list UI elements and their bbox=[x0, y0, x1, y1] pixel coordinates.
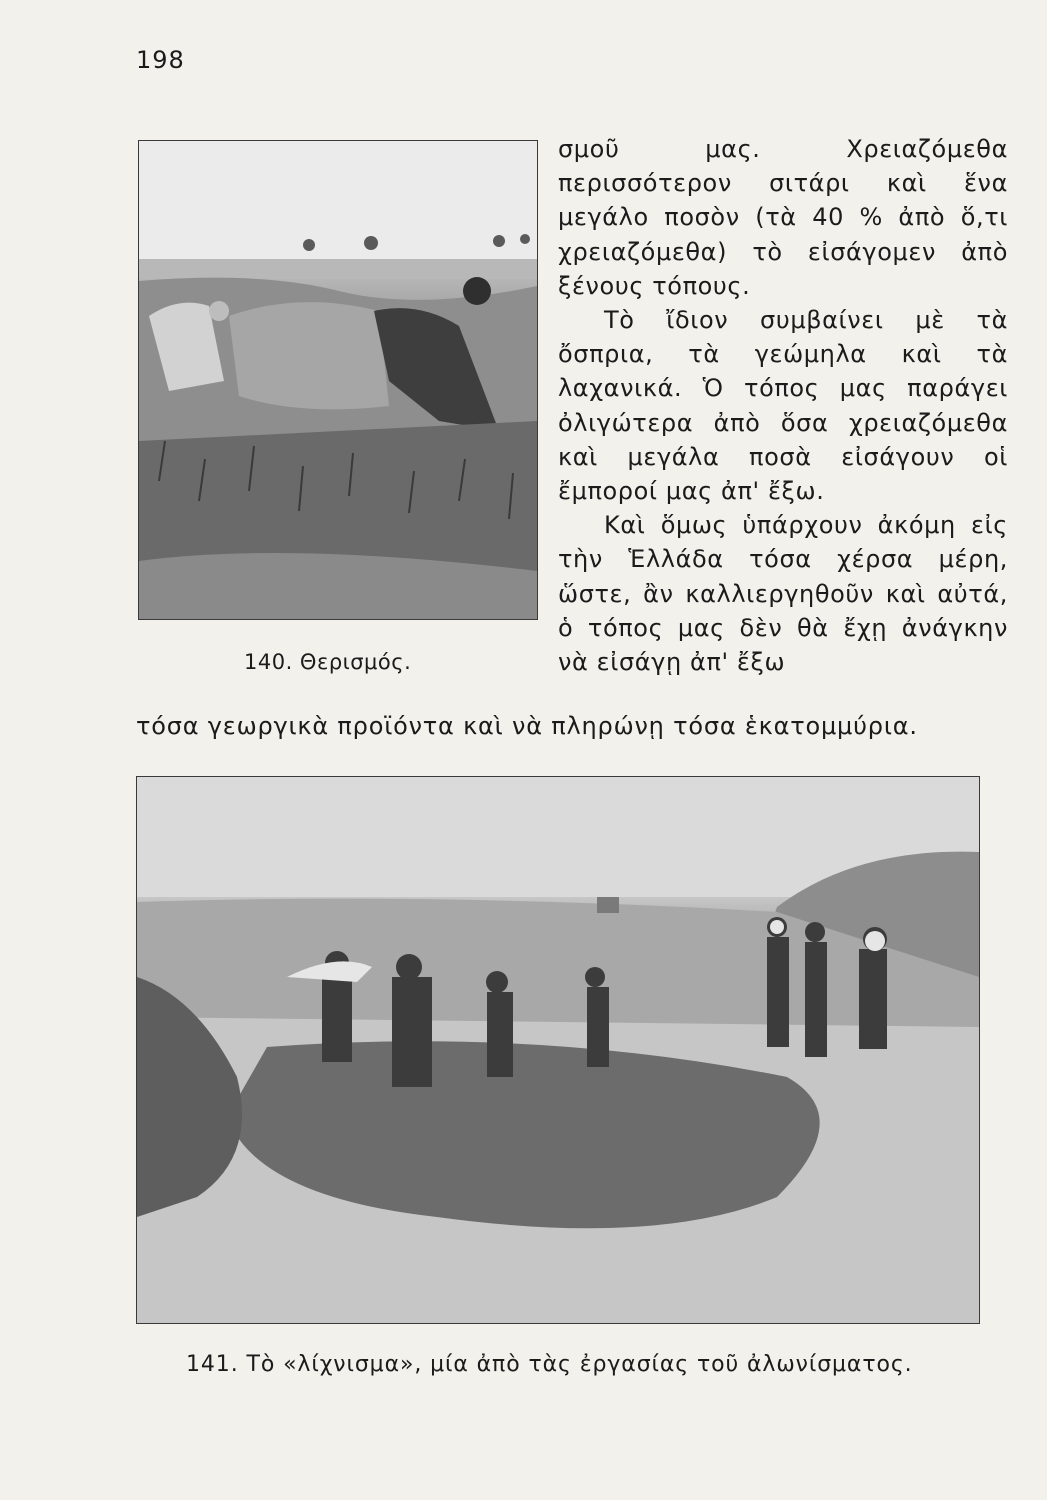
paragraph-3: Καὶ ὅμως ὑπάρχουν ἀκόμη εἰς τὴν Ἑλλάδα τόσα χέρσα μέρη, ὥστε, ἂν καλλιεργηθοῦν καὶ αὐτά, ὁ τόπος μας δὲν θὰ ἔχῃ ἀνάγκην νὰ εἰσάγῃ ἀπ' ἔξω bbox=[558, 511, 1008, 677]
figure-141-caption: 141. Τὸ «λίχνισμα», μία ἀπὸ τὰς ἐργασίας τοῦ ἀλωνίσματος. bbox=[186, 1352, 913, 1377]
harvest-photo bbox=[138, 140, 538, 620]
page-number: 198 bbox=[136, 46, 185, 74]
figure-140-caption: 140. Θερισμός. bbox=[244, 650, 412, 674]
winnowing-photo bbox=[136, 776, 980, 1324]
paragraph-1: σμοῦ μας. Χρειαζόμεθα περισσότερον σιτάρι καὶ ἕνα μεγάλο ποσὸν (τὰ 40 % ἀπὸ ὅ,τι χρειαζόμεθα) τὸ εἰσάγομεν ἀπὸ ξένους τόπους. bbox=[558, 135, 1008, 300]
paragraph-2: Τὸ ἴδιον συμβαίνει μὲ τὰ ὄσπρια, τὰ γεώμηλα καὶ τὰ λαχανικά. Ὁ τόπος μας παράγει ὀλιγώτερα ἀπὸ ὅσα χρειαζόμεθα καὶ μεγάλα ποσὰ εἰσάγουν οἱ ἔμποροί μας ἀπ' ἔξω. bbox=[558, 306, 1008, 506]
body-text-column bbox=[558, 132, 1008, 679]
body-text-last-line: τόσα γεωργικὰ προϊόντα καὶ νὰ πληρώνῃ τόσα ἑκατομμύρια. bbox=[136, 712, 918, 740]
